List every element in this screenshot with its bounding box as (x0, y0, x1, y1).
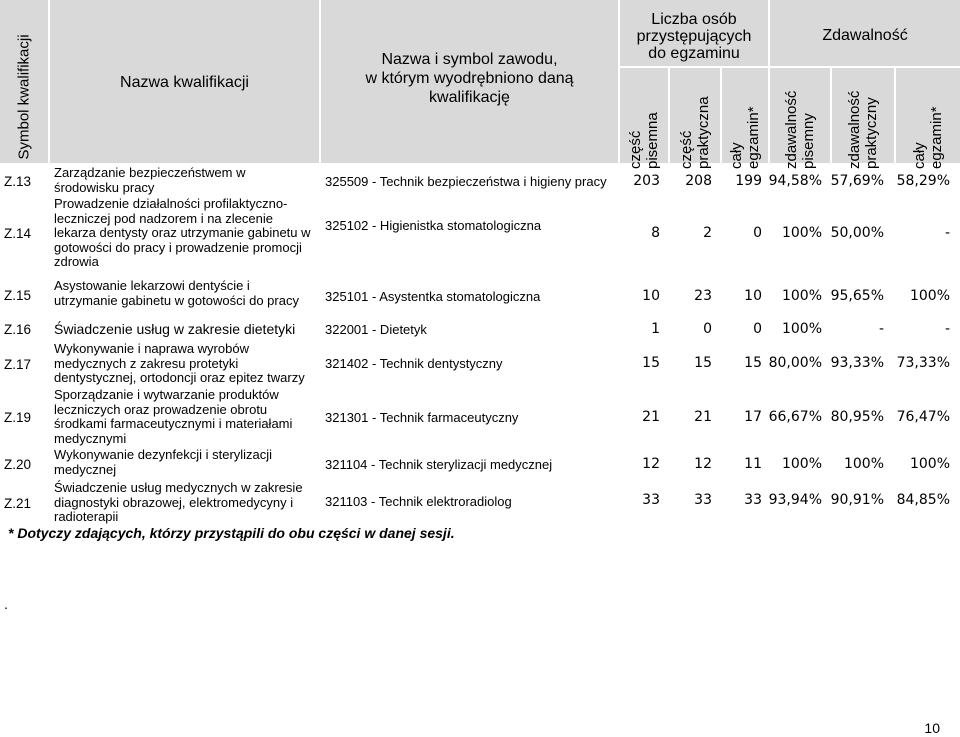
row-written-count: 8 (651, 225, 660, 241)
row-qualification: Świadczenie usług medycznych w zakresie diagnostyki obrazowej, elektromedycyny i radioterapii (54, 480, 303, 524)
row-qualification: Świadczenie usług w zakresie dietetyki (54, 321, 296, 337)
row-qualification: Wykonywanie i naprawa wyrobów medycznych z zakresu protetyki dentystycznej, ortodoncji oraz epitez twarzy (54, 341, 305, 385)
header-count-line1: Liczba osób (651, 11, 737, 28)
row-practical-count: 23 (694, 288, 712, 304)
header-count-line2: przystępujących (636, 28, 752, 45)
row-pass-whole: - (944, 321, 950, 337)
sub-whole-l1: cały (728, 142, 745, 169)
row-whole-count: 17 (744, 409, 762, 425)
row-pass-written: 100% (781, 321, 822, 337)
sub-pass-practical-l2: praktyczny (863, 97, 880, 169)
row-profession: 325101 - Asystentka stomatologiczna (325, 289, 541, 304)
row-code: Z.19 (4, 410, 32, 425)
row-pass-practical: 57,69% (830, 173, 884, 189)
row-practical-count: 208 (685, 173, 712, 189)
row-pass-whole: 73,33% (896, 355, 950, 371)
row-pass-practical: 100% (843, 456, 884, 472)
row-qualification: Zarządzanie bezpieczeństwem w środowisku pracy (54, 165, 246, 195)
row-practical-count: 12 (694, 456, 712, 472)
sub-written-l1: część (627, 130, 644, 169)
row-profession: 321103 - Technik elektroradiolog (325, 494, 512, 509)
row-written-count: 203 (633, 173, 660, 189)
row-pass-whole: - (944, 225, 950, 241)
header-profession-line1: Nazwa i symbol zawodu, (381, 51, 558, 68)
row-pass-written: 100% (781, 288, 822, 304)
header-pass-group: Zdawalność (822, 27, 908, 44)
row-written-count: 21 (642, 409, 660, 425)
sub-pass-whole-l2: egzamin* (928, 106, 945, 169)
row-written-count: 33 (642, 492, 660, 508)
header-sub-pass-practical (832, 68, 894, 169)
row-qualification: Asystowanie lekarzowi dentyście i utrzymanie gabinetu w gotowości do pracy (54, 278, 299, 308)
row-whole-count: 11 (744, 456, 762, 472)
row-profession: 321301 - Technik farmaceutyczny (325, 410, 519, 425)
row-pass-practical: 80,95% (830, 409, 884, 425)
sub-pass-whole-l1: cały (911, 142, 928, 169)
row-pass-practical: 95,65% (830, 288, 884, 304)
row-code: Z.16 (4, 322, 32, 337)
row-profession: 325509 - Technik bezpieczeństwa i higieny pracy (325, 174, 607, 189)
row-code: Z.13 (4, 174, 32, 189)
row-practical-count: 0 (703, 321, 712, 337)
row-whole-count: 199 (735, 173, 762, 189)
page-number: 10 (924, 720, 940, 736)
header-symbol-cell (0, 0, 48, 163)
row-pass-written: 66,67% (768, 409, 822, 425)
header-sub-pass-written (770, 68, 830, 169)
row-pass-written: 100% (781, 225, 822, 241)
row-written-count: 10 (642, 288, 660, 304)
header-sub-pass-whole (896, 68, 960, 169)
row-code: Z.21 (4, 496, 32, 511)
row-practical-count: 15 (694, 355, 712, 371)
header-sub-whole (722, 68, 768, 169)
row-profession: 325102 - Higienistka stomatologiczna (325, 218, 542, 233)
header-qual-name: Nazwa kwalifikacji (120, 74, 249, 91)
row-qualification: Sporządzanie i wytwarzanie produktów leczniczych oraz prowadzenie obrotu środkami farmaceutycznymi i materiałami medycznymi (54, 387, 293, 446)
sub-practical-l2: praktyczna (695, 96, 712, 169)
row-practical-count: 2 (703, 225, 712, 241)
row-whole-count: 15 (744, 355, 762, 371)
header-profession-line2: w którym wyodrębniono daną (365, 70, 574, 87)
row-pass-practical: 50,00% (830, 225, 884, 241)
footnote: * Dotyczy zdających, którzy przystąpili do obu części w danej sesji. (8, 525, 455, 541)
sub-pass-written-l1: zdawalność (783, 90, 800, 169)
sub-pass-practical-l1: zdawalność (846, 90, 863, 169)
header-count-line3: do egzaminu (648, 45, 740, 62)
row-whole-count: 0 (753, 225, 762, 241)
row-written-count: 12 (642, 456, 660, 472)
row-whole-count: 0 (753, 321, 762, 337)
header-profession-cell (321, 0, 618, 163)
stray-dot: . (4, 596, 8, 612)
row-pass-written: 93,94% (768, 492, 822, 508)
row-pass-whole: 76,47% (896, 409, 950, 425)
row-code: Z.20 (4, 457, 32, 472)
sub-pass-written-l2: pisemny (800, 113, 817, 169)
row-pass-whole: 100% (909, 456, 950, 472)
row-qualification: Wykonywanie dezynfekcji i sterylizacji medycznej (54, 447, 273, 477)
row-whole-count: 10 (744, 288, 762, 304)
header-pass-cell (770, 0, 960, 66)
header-profession-line3: kwalifikację (429, 89, 510, 106)
row-pass-practical: - (878, 321, 884, 337)
row-pass-practical: 93,33% (830, 355, 884, 371)
row-practical-count: 21 (694, 409, 712, 425)
row-profession: 321402 - Technik dentystyczny (325, 356, 503, 371)
row-code: Z.14 (4, 226, 32, 241)
row-code: Z.17 (4, 357, 32, 372)
row-pass-practical: 90,91% (830, 492, 884, 508)
header-qual-cell (50, 0, 319, 163)
row-profession: 322001 - Dietetyk (325, 322, 427, 337)
row-pass-written: 94,58% (768, 173, 822, 189)
row-whole-count: 33 (744, 492, 762, 508)
header-symbol: Symbol kwalifikacji (15, 34, 33, 160)
header-count-cell (620, 0, 768, 66)
row-written-count: 1 (651, 321, 660, 337)
sub-whole-l2: egzamin* (745, 106, 762, 169)
row-pass-written: 80,00% (768, 355, 822, 371)
row-pass-written: 100% (781, 456, 822, 472)
row-code: Z.15 (4, 288, 32, 303)
row-pass-whole: 100% (909, 288, 950, 304)
row-pass-whole: 84,85% (896, 492, 950, 508)
row-written-count: 15 (642, 355, 660, 371)
sub-practical-l1: część (678, 130, 695, 169)
row-pass-whole: 58,29% (896, 173, 950, 189)
row-practical-count: 33 (694, 492, 712, 508)
row-profession: 321104 - Technik sterylizacji medycznej (325, 457, 553, 472)
row-qualification: Prowadzenie działalności profilaktyczno-leczniczej pod nadzorem i na zlecenie lekarza dentysty oraz utrzymanie gabinetu w gotowości do pracy i prowadzenie promocji zdrowia (54, 196, 311, 269)
header-sub-practical (670, 68, 720, 169)
sub-written-l2: pisemna (644, 112, 661, 169)
header-sub-written (620, 68, 668, 169)
table-header (0, 0, 960, 169)
